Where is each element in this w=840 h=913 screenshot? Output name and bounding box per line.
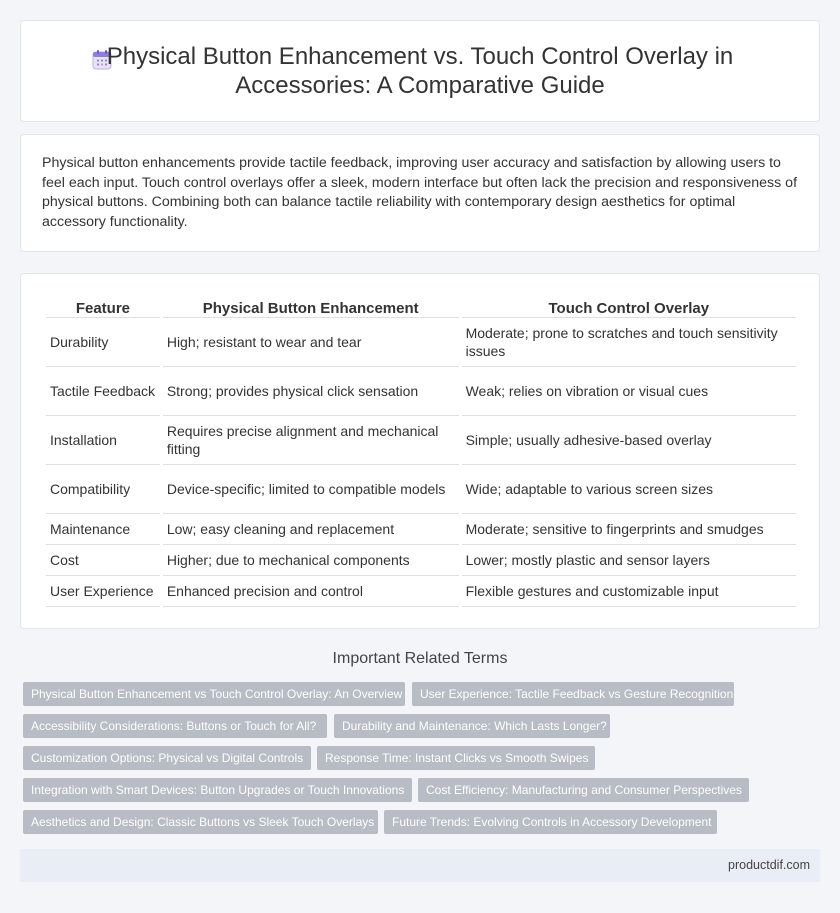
- comparison-table: [43, 296, 799, 607]
- physical-cell: Enhanced precision and control: [163, 576, 459, 607]
- table-row: [46, 318, 796, 367]
- touch-cell: Moderate; sensitive to fingerprints and smudges: [462, 514, 796, 545]
- related-term-tag[interactable]: Customization Options: Physical vs Digital Controls: [23, 746, 311, 770]
- related-terms-title: Important Related Terms: [332, 650, 508, 667]
- related-term-tag[interactable]: Physical Button Enhancement vs Touch Control Overlay: An Overview: [23, 682, 405, 706]
- header-physical-button: Physical Button Enhancement: [163, 296, 459, 318]
- related-term-tag[interactable]: Integration with Smart Devices: Button Upgrades or Touch Innovations: [23, 778, 412, 802]
- physical-cell: Higher; due to mechanical components: [163, 545, 459, 576]
- table-row: [46, 545, 796, 576]
- intro-card: [20, 134, 820, 252]
- touch-cell: Lower; mostly plastic and sensor layers: [462, 545, 796, 576]
- table-row: [46, 576, 796, 607]
- header-touch-overlay: Touch Control Overlay: [462, 296, 796, 318]
- related-term-tag[interactable]: Future Trends: Evolving Controls in Accessory Development: [384, 810, 717, 834]
- site-name[interactable]: productdif.com: [728, 858, 810, 872]
- comparison-table-card: [20, 273, 820, 629]
- feature-cell: User Experience: [46, 576, 160, 607]
- related-term-tag[interactable]: Durability and Maintenance: Which Lasts Longer?: [334, 714, 610, 738]
- touch-cell: Weak; relies on vibration or visual cues: [462, 367, 796, 416]
- touch-cell: Simple; usually adhesive-based overlay: [462, 416, 796, 465]
- table-row: [46, 514, 796, 545]
- physical-cell: Requires precise alignment and mechanical fitting: [163, 416, 459, 465]
- related-term-tag[interactable]: Aesthetics and Design: Classic Buttons vs Sleek Touch Overlays: [23, 810, 378, 834]
- footer: [20, 849, 820, 882]
- related-term-tag[interactable]: Cost Efficiency: Manufacturing and Consumer Perspectives: [418, 778, 749, 802]
- touch-cell: Flexible gestures and customizable input: [462, 576, 796, 607]
- related-term-tag[interactable]: Response Time: Instant Clicks vs Smooth Swipes: [317, 746, 595, 770]
- physical-cell: High; resistant to wear and tear: [163, 318, 459, 367]
- feature-cell: Installation: [46, 416, 160, 465]
- table-row: [46, 465, 796, 514]
- related-term-tag[interactable]: User Experience: Tactile Feedback vs Gesture Recognition: [412, 682, 734, 706]
- touch-cell: Wide; adaptable to various screen sizes: [462, 465, 796, 514]
- title-card: [20, 20, 820, 122]
- table-header-row: [46, 296, 796, 318]
- feature-cell: Tactile Feedback: [46, 367, 160, 416]
- table-row: [46, 367, 796, 416]
- touch-cell: Moderate; prone to scratches and touch sensitivity issues: [462, 318, 796, 367]
- table-row: [46, 416, 796, 465]
- physical-cell: Device-specific; limited to compatible models: [163, 465, 459, 514]
- physical-cell: Low; easy cleaning and replacement: [163, 514, 459, 545]
- feature-cell: Compatibility: [46, 465, 160, 514]
- header-feature: Feature: [46, 296, 160, 318]
- related-term-tag[interactable]: Accessibility Considerations: Buttons or Touch for All?: [23, 714, 327, 738]
- feature-cell: Durability: [46, 318, 160, 367]
- physical-cell: Strong; provides physical click sensation: [163, 367, 459, 416]
- intro-paragraph: Physical button enhancements provide tactile feedback, improving user accuracy and satisfaction by allowing users to feel each input. Touch control overlays offer a sleek, modern interface but often lack the precision and responsiveness of physical buttons. Combining both can balance tactile reliability with contemporary design aesthetics for optimal accessory functionality.: [42, 155, 798, 230]
- feature-cell: Cost: [46, 545, 160, 576]
- feature-cell: Maintenance: [46, 514, 160, 545]
- page-title: Physical Button Enhancement vs. Touch Control Overlay in Accessories: A Comparative Guide: [106, 43, 734, 99]
